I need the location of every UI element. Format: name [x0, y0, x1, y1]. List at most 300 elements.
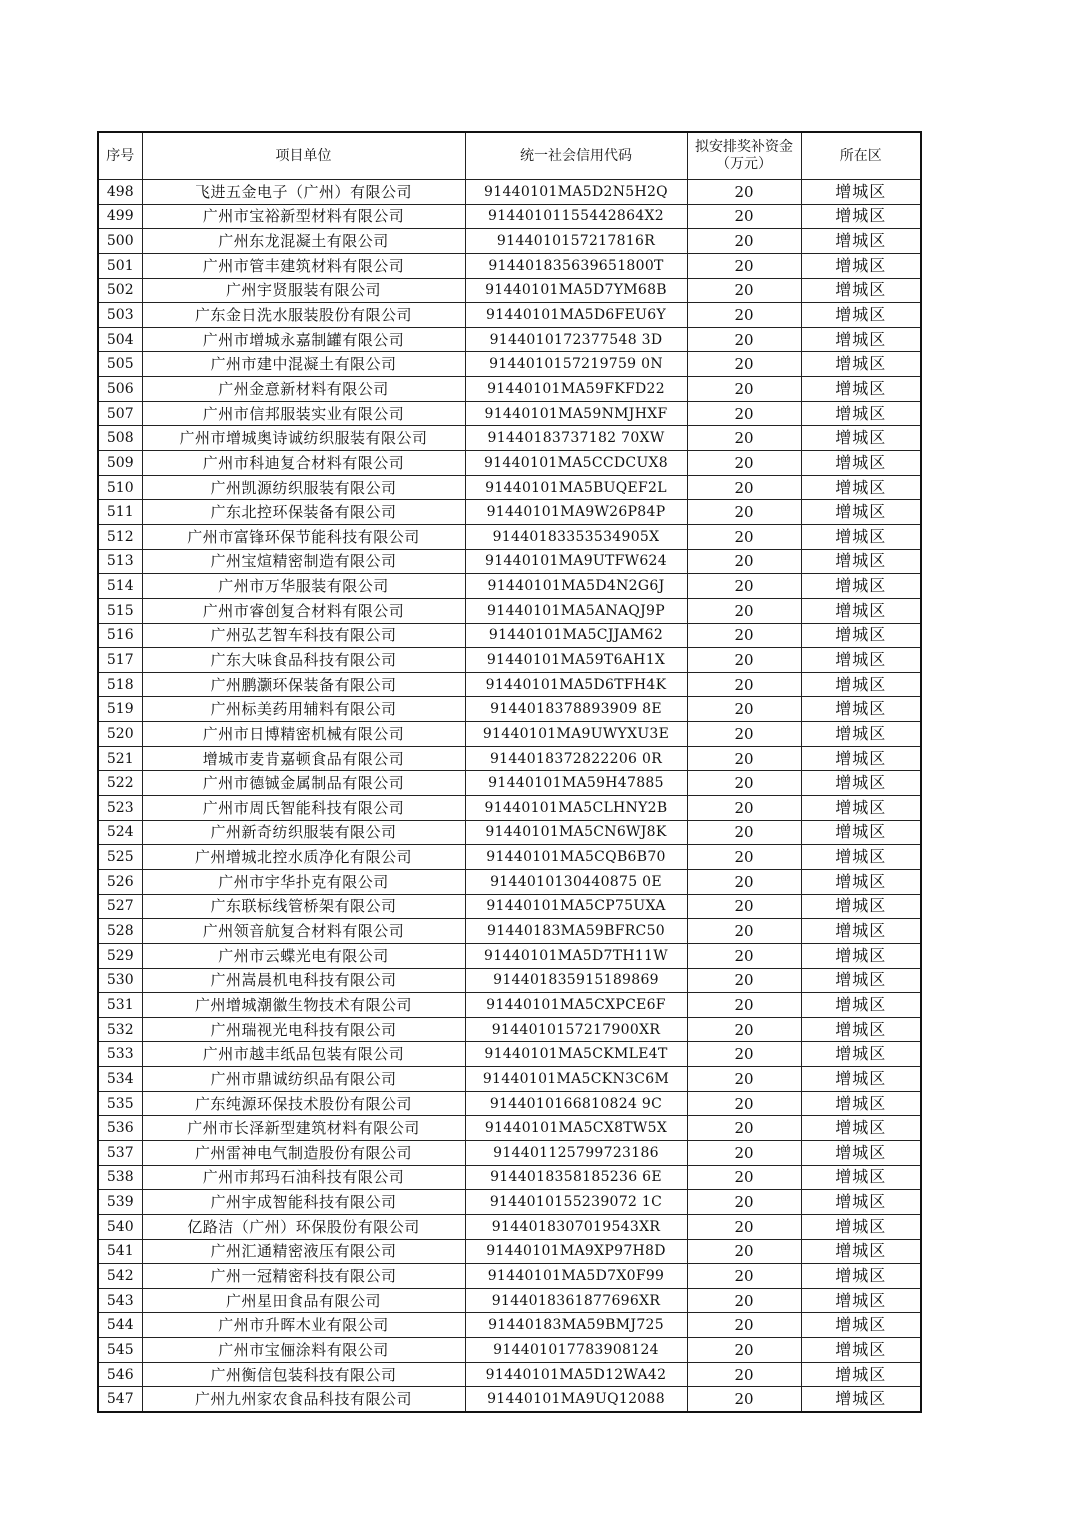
district-cell: 增城区: [801, 1190, 921, 1215]
row-number-cell: 531: [98, 993, 142, 1018]
company-name-cell: 广州鹏灏环保装备有限公司: [142, 672, 465, 697]
row-number-cell: 529: [98, 943, 142, 968]
company-name-cell: 广州市升晖木业有限公司: [142, 1313, 465, 1338]
row-number-cell: 522: [98, 771, 142, 796]
company-name-cell: 广州弘艺智车科技有限公司: [142, 623, 465, 648]
table-row: [98, 1140, 921, 1165]
header-amount: [687, 132, 801, 180]
district-cell: 增城区: [801, 894, 921, 919]
district-cell: 增城区: [801, 475, 921, 500]
row-number-cell: 499: [98, 204, 142, 229]
district-cell: 增城区: [801, 919, 921, 944]
company-name-cell: 广东纯源环保技术股份有限公司: [142, 1091, 465, 1116]
amount-cell: 20: [687, 500, 801, 525]
credit-code-cell: 91440101MA5D4N2G6J: [465, 574, 687, 599]
company-name-cell: 广州嵩晨机电科技有限公司: [142, 968, 465, 993]
table-row: [98, 475, 921, 500]
table-row: [98, 327, 921, 352]
table-row: [98, 1067, 921, 1092]
table-row: [98, 623, 921, 648]
row-number-cell: 527: [98, 894, 142, 919]
amount-cell: 20: [687, 451, 801, 476]
table-row: [98, 1091, 921, 1116]
amount-cell: 20: [687, 1338, 801, 1363]
table-row: [98, 919, 921, 944]
company-name-cell: 增城市麦肯嘉顿食品有限公司: [142, 746, 465, 771]
amount-cell: 20: [687, 1313, 801, 1338]
row-number-cell: 515: [98, 598, 142, 623]
district-cell: 增城区: [801, 820, 921, 845]
district-cell: 增城区: [801, 278, 921, 303]
row-number-cell: 518: [98, 672, 142, 697]
district-cell: 增城区: [801, 672, 921, 697]
row-number-cell: 519: [98, 697, 142, 722]
amount-cell: 20: [687, 1165, 801, 1190]
district-cell: 增城区: [801, 574, 921, 599]
table-row: [98, 968, 921, 993]
credit-code-cell: 91440101MA5D7YM68B: [465, 278, 687, 303]
company-name-cell: 广州凯源纺织服装有限公司: [142, 475, 465, 500]
company-name-cell: 广州标美药用辅料有限公司: [142, 697, 465, 722]
district-cell: 增城区: [801, 796, 921, 821]
company-name-cell: 广州宇成智能科技有限公司: [142, 1190, 465, 1215]
amount-cell: 20: [687, 401, 801, 426]
row-number-cell: 503: [98, 303, 142, 328]
district-cell: 增城区: [801, 549, 921, 574]
table-row: [98, 1116, 921, 1141]
district-cell: 增城区: [801, 968, 921, 993]
company-name-cell: 广州星田食品有限公司: [142, 1288, 465, 1313]
amount-cell: 20: [687, 253, 801, 278]
company-name-cell: 广州市建中混凝土有限公司: [142, 352, 465, 377]
row-number-cell: 500: [98, 229, 142, 254]
amount-cell: 20: [687, 327, 801, 352]
credit-code-cell: 914401125799723186: [465, 1140, 687, 1165]
credit-code-cell: 91440101MA59FKFD22: [465, 377, 687, 402]
company-name-cell: 广州衡信包装科技有限公司: [142, 1362, 465, 1387]
district-cell: 增城区: [801, 1165, 921, 1190]
credit-code-cell: 91440101MA5CLHNY2B: [465, 796, 687, 821]
district-cell: 增城区: [801, 1116, 921, 1141]
table-row: [98, 377, 921, 402]
credit-code-cell: 9144010155239072 1C: [465, 1190, 687, 1215]
company-name-cell: 广州市富锋环保节能科技有限公司: [142, 524, 465, 549]
row-number-cell: 539: [98, 1190, 142, 1215]
credit-code-cell: 91440101MA5CQB6B70: [465, 845, 687, 870]
credit-code-cell: 91440101MA9W26P84P: [465, 500, 687, 525]
amount-cell: 20: [687, 697, 801, 722]
credit-code-cell: 91440101MA59H47885: [465, 771, 687, 796]
district-cell: 增城区: [801, 845, 921, 870]
table-row: [98, 1042, 921, 1067]
district-cell: 增城区: [801, 697, 921, 722]
company-name-cell: 广州市长泽新型建筑材料有限公司: [142, 1116, 465, 1141]
credit-code-cell: 91440101MA5D7TH11W: [465, 943, 687, 968]
district-cell: 增城区: [801, 1362, 921, 1387]
table-row: [98, 746, 921, 771]
table-row: [98, 672, 921, 697]
table-row: [98, 229, 921, 254]
credit-code-cell: 9144018361877696XR: [465, 1288, 687, 1313]
row-number-cell: 534: [98, 1067, 142, 1092]
row-number-cell: 513: [98, 549, 142, 574]
credit-code-cell: 91440101MA5CP75UXA: [465, 894, 687, 919]
row-number-cell: 526: [98, 869, 142, 894]
amount-cell: 20: [687, 1387, 801, 1412]
credit-code-cell: 91440101MA9UTFW624: [465, 549, 687, 574]
credit-code-cell: 9144010166810824 9C: [465, 1091, 687, 1116]
credit-code-cell: 91440183737182 70XW: [465, 426, 687, 451]
company-name-cell: 广州市日博精密机械有限公司: [142, 722, 465, 747]
table-row: [98, 1165, 921, 1190]
amount-cell: 20: [687, 1362, 801, 1387]
credit-code-cell: 914401835639651800T: [465, 253, 687, 278]
credit-code-cell: 9144018358185236 6E: [465, 1165, 687, 1190]
credit-code-cell: 9144010130440875 0E: [465, 869, 687, 894]
row-number-cell: 517: [98, 648, 142, 673]
row-number-cell: 521: [98, 746, 142, 771]
table-row: [98, 303, 921, 328]
company-name-cell: 广州市宝俪涂料有限公司: [142, 1338, 465, 1363]
credit-code-cell: 91440101MA59NMJHXF: [465, 401, 687, 426]
table-row: [98, 598, 921, 623]
amount-cell: 20: [687, 549, 801, 574]
amount-cell: 20: [687, 1042, 801, 1067]
row-number-cell: 505: [98, 352, 142, 377]
company-name-cell: 广东联标线管桥架有限公司: [142, 894, 465, 919]
table-row: [98, 869, 921, 894]
credit-code-cell: 91440101MA5D12WA42: [465, 1362, 687, 1387]
row-number-cell: 501: [98, 253, 142, 278]
amount-cell: 20: [687, 845, 801, 870]
table-row: [98, 278, 921, 303]
row-number-cell: 516: [98, 623, 142, 648]
company-name-cell: 广州市周氏智能科技有限公司: [142, 796, 465, 821]
credit-code-cell: 9144010157219759 0N: [465, 352, 687, 377]
company-name-cell: 广州东龙混凝土有限公司: [142, 229, 465, 254]
credit-code-cell: 91440183MA59BMJ725: [465, 1313, 687, 1338]
credit-code-cell: 9144010172377548 3D: [465, 327, 687, 352]
district-cell: 增城区: [801, 746, 921, 771]
row-number-cell: 545: [98, 1338, 142, 1363]
district-cell: 增城区: [801, 722, 921, 747]
credit-code-cell: 91440101155442864X2: [465, 204, 687, 229]
company-name-cell: 广州市增城奥诗诚纺织服装有限公司: [142, 426, 465, 451]
amount-cell: 20: [687, 648, 801, 673]
table-row: [98, 451, 921, 476]
table-row: [98, 722, 921, 747]
company-name-cell: 广东金日洗水服装股份有限公司: [142, 303, 465, 328]
company-name-cell: 广州宝煊精密制造有限公司: [142, 549, 465, 574]
district-cell: 增城区: [801, 993, 921, 1018]
credit-code-cell: 91440183353534905X: [465, 524, 687, 549]
amount-cell: 20: [687, 869, 801, 894]
row-number-cell: 512: [98, 524, 142, 549]
amount-cell: 20: [687, 943, 801, 968]
credit-code-cell: 9144018307019543XR: [465, 1214, 687, 1239]
row-number-cell: 541: [98, 1239, 142, 1264]
amount-cell: 20: [687, 796, 801, 821]
credit-code-cell: 91440101MA5CN6WJ8K: [465, 820, 687, 845]
table-row: [98, 253, 921, 278]
district-cell: 增城区: [801, 1338, 921, 1363]
table-row: [98, 180, 921, 205]
table-row: [98, 401, 921, 426]
amount-cell: 20: [687, 1264, 801, 1289]
company-name-cell: 广州市万华服装有限公司: [142, 574, 465, 599]
amount-cell: 20: [687, 919, 801, 944]
company-name-cell: 广州宇贤服装有限公司: [142, 278, 465, 303]
header-row: [98, 132, 921, 180]
amount-cell: 20: [687, 968, 801, 993]
table-row: [98, 894, 921, 919]
company-name-cell: 广州市宇华扑克有限公司: [142, 869, 465, 894]
amount-cell: 20: [687, 722, 801, 747]
district-cell: 增城区: [801, 1313, 921, 1338]
row-number-cell: 535: [98, 1091, 142, 1116]
table-row: [98, 697, 921, 722]
row-number-cell: 530: [98, 968, 142, 993]
row-number-cell: 544: [98, 1313, 142, 1338]
credit-code-cell: 9144018372822206 0R: [465, 746, 687, 771]
district-cell: 增城区: [801, 204, 921, 229]
row-number-cell: 514: [98, 574, 142, 599]
amount-cell: 20: [687, 377, 801, 402]
credit-code-cell: 91440101MA5CCDCUX8: [465, 451, 687, 476]
table-row: [98, 574, 921, 599]
district-cell: 增城区: [801, 524, 921, 549]
company-name-cell: 广东大味食品科技有限公司: [142, 648, 465, 673]
credit-code-cell: 91440183MA59BFRC50: [465, 919, 687, 944]
district-cell: 增城区: [801, 771, 921, 796]
company-name-cell: 广州市科迪复合材料有限公司: [142, 451, 465, 476]
amount-cell: 20: [687, 1214, 801, 1239]
district-cell: 增城区: [801, 1264, 921, 1289]
amount-cell: 20: [687, 1140, 801, 1165]
header-no: 序号: [98, 132, 142, 180]
table-row: [98, 1362, 921, 1387]
table-header: [98, 132, 921, 180]
row-number-cell: 507: [98, 401, 142, 426]
credit-code-cell: 91440101MA9UWYXU3E: [465, 722, 687, 747]
row-number-cell: 509: [98, 451, 142, 476]
amount-cell: 20: [687, 204, 801, 229]
amount-cell: 20: [687, 303, 801, 328]
company-name-cell: 广东北控环保装备有限公司: [142, 500, 465, 525]
company-name-cell: 广州一冠精密科技有限公司: [142, 1264, 465, 1289]
amount-cell: 20: [687, 229, 801, 254]
row-number-cell: 508: [98, 426, 142, 451]
row-number-cell: 510: [98, 475, 142, 500]
row-number-cell: 540: [98, 1214, 142, 1239]
company-name-cell: 广州雷神电气制造股份有限公司: [142, 1140, 465, 1165]
table-row: [98, 549, 921, 574]
amount-cell: 20: [687, 1288, 801, 1313]
row-number-cell: 543: [98, 1288, 142, 1313]
credit-code-cell: 91440101MA5BUQEF2L: [465, 475, 687, 500]
credit-code-cell: 9144018378893909 8E: [465, 697, 687, 722]
company-name-cell: 广州市越丰纸品包装有限公司: [142, 1042, 465, 1067]
company-name-cell: 亿路洁（广州）环保股份有限公司: [142, 1214, 465, 1239]
table-row: [98, 1264, 921, 1289]
row-number-cell: 532: [98, 1017, 142, 1042]
district-cell: 增城区: [801, 327, 921, 352]
row-number-cell: 520: [98, 722, 142, 747]
row-number-cell: 524: [98, 820, 142, 845]
amount-cell: 20: [687, 820, 801, 845]
district-cell: 增城区: [801, 1091, 921, 1116]
district-cell: 增城区: [801, 598, 921, 623]
district-cell: 增城区: [801, 426, 921, 451]
header-amount-line2: （万元）: [716, 156, 772, 172]
row-number-cell: 525: [98, 845, 142, 870]
amount-cell: 20: [687, 1190, 801, 1215]
credit-code-cell: 91440101MA5D6TFH4K: [465, 672, 687, 697]
district-cell: 增城区: [801, 869, 921, 894]
amount-cell: 20: [687, 1017, 801, 1042]
company-name-cell: 广州汇通精密液压有限公司: [142, 1239, 465, 1264]
district-cell: 增城区: [801, 451, 921, 476]
row-number-cell: 511: [98, 500, 142, 525]
district-cell: 增城区: [801, 180, 921, 205]
row-number-cell: 502: [98, 278, 142, 303]
table-row: [98, 648, 921, 673]
table-row: [98, 500, 921, 525]
credit-code-cell: 91440101MA9UQ12088: [465, 1387, 687, 1412]
table-row: [98, 1288, 921, 1313]
company-name-cell: 飞进五金电子（广州）有限公司: [142, 180, 465, 205]
amount-cell: 20: [687, 278, 801, 303]
table-row: [98, 426, 921, 451]
amount-cell: 20: [687, 475, 801, 500]
company-name-cell: 广州市云蝶光电有限公司: [142, 943, 465, 968]
credit-code-cell: 9144010157217816R: [465, 229, 687, 254]
company-name-cell: 广州九州家农食品科技有限公司: [142, 1387, 465, 1412]
credit-code-cell: 91440101MA5CJJAM62: [465, 623, 687, 648]
district-cell: 增城区: [801, 1017, 921, 1042]
amount-cell: 20: [687, 1116, 801, 1141]
table-row: [98, 993, 921, 1018]
amount-cell: 20: [687, 574, 801, 599]
amount-cell: 20: [687, 1239, 801, 1264]
table-row: [98, 943, 921, 968]
row-number-cell: 533: [98, 1042, 142, 1067]
amount-cell: 20: [687, 1067, 801, 1092]
credit-code-cell: 914401835915189869: [465, 968, 687, 993]
row-number-cell: 506: [98, 377, 142, 402]
company-name-cell: 广州市睿创复合材料有限公司: [142, 598, 465, 623]
amount-cell: 20: [687, 993, 801, 1018]
company-name-cell: 广州金意新材料有限公司: [142, 377, 465, 402]
credit-code-cell: 9144010157217900XR: [465, 1017, 687, 1042]
table-row: [98, 1017, 921, 1042]
amount-cell: 20: [687, 524, 801, 549]
district-cell: 增城区: [801, 1239, 921, 1264]
credit-code-cell: 91440101MA5CXPCE6F: [465, 993, 687, 1018]
amount-cell: 20: [687, 771, 801, 796]
credit-code-cell: 91440101MA5CKMLE4T: [465, 1042, 687, 1067]
company-name-cell: 广州市邦玛石油科技有限公司: [142, 1165, 465, 1190]
subsidy-table: [97, 131, 922, 1413]
amount-cell: 20: [687, 598, 801, 623]
company-name-cell: 广州增城潮徽生物技术有限公司: [142, 993, 465, 1018]
amount-cell: 20: [687, 746, 801, 771]
company-name-cell: 广州增城北控水质净化有限公司: [142, 845, 465, 870]
table-row: [98, 1214, 921, 1239]
row-number-cell: 547: [98, 1387, 142, 1412]
district-cell: 增城区: [801, 500, 921, 525]
company-name-cell: 广州瑞视光电科技有限公司: [142, 1017, 465, 1042]
district-cell: 增城区: [801, 352, 921, 377]
company-name-cell: 广州市增城永嘉制罐有限公司: [142, 327, 465, 352]
table-row: [98, 1338, 921, 1363]
credit-code-cell: 91440101MA9XP97H8D: [465, 1239, 687, 1264]
table-row: [98, 352, 921, 377]
header-credit-code: 统一社会信用代码: [465, 132, 687, 180]
amount-cell: 20: [687, 672, 801, 697]
district-cell: 增城区: [801, 303, 921, 328]
credit-code-cell: 91440101MA5D2N5H2Q: [465, 180, 687, 205]
company-name-cell: 广州市德铖金属制品有限公司: [142, 771, 465, 796]
district-cell: 增城区: [801, 943, 921, 968]
row-number-cell: 536: [98, 1116, 142, 1141]
district-cell: 增城区: [801, 229, 921, 254]
district-cell: 增城区: [801, 1214, 921, 1239]
table-row: [98, 820, 921, 845]
company-name-cell: 广州领音航复合材料有限公司: [142, 919, 465, 944]
header-company: 项目单位: [142, 132, 465, 180]
credit-code-cell: 91440101MA5D7X0F99: [465, 1264, 687, 1289]
district-cell: 增城区: [801, 1067, 921, 1092]
amount-cell: 20: [687, 1091, 801, 1116]
company-name-cell: 广州市宝裕新型材料有限公司: [142, 204, 465, 229]
header-amount-line1: 拟安排奖补资金: [695, 139, 793, 155]
table-row: [98, 1387, 921, 1412]
credit-code-cell: 91440101MA59T6AH1X: [465, 648, 687, 673]
row-number-cell: 523: [98, 796, 142, 821]
district-cell: 增城区: [801, 1288, 921, 1313]
table-body: [98, 180, 921, 1413]
credit-code-cell: 914401017783908124: [465, 1338, 687, 1363]
table-row: [98, 845, 921, 870]
table-row: [98, 1239, 921, 1264]
amount-cell: 20: [687, 894, 801, 919]
table-row: [98, 796, 921, 821]
row-number-cell: 542: [98, 1264, 142, 1289]
row-number-cell: 538: [98, 1165, 142, 1190]
table-row: [98, 1313, 921, 1338]
credit-code-cell: 91440101MA5D6FEU6Y: [465, 303, 687, 328]
district-cell: 增城区: [801, 648, 921, 673]
table-row: [98, 771, 921, 796]
row-number-cell: 504: [98, 327, 142, 352]
credit-code-cell: 91440101MA5CKN3C6M: [465, 1067, 687, 1092]
header-district: 所在区: [801, 132, 921, 180]
amount-cell: 20: [687, 352, 801, 377]
district-cell: 增城区: [801, 623, 921, 648]
company-name-cell: 广州市鼎诚纺织品有限公司: [142, 1067, 465, 1092]
company-name-cell: 广州市信邦服装实业有限公司: [142, 401, 465, 426]
table-row: [98, 524, 921, 549]
row-number-cell: 528: [98, 919, 142, 944]
table-row: [98, 1190, 921, 1215]
row-number-cell: 537: [98, 1140, 142, 1165]
district-cell: 增城区: [801, 1387, 921, 1412]
amount-cell: 20: [687, 180, 801, 205]
credit-code-cell: 91440101MA5CX8TW5X: [465, 1116, 687, 1141]
company-name-cell: 广州市管丰建筑材料有限公司: [142, 253, 465, 278]
amount-cell: 20: [687, 623, 801, 648]
